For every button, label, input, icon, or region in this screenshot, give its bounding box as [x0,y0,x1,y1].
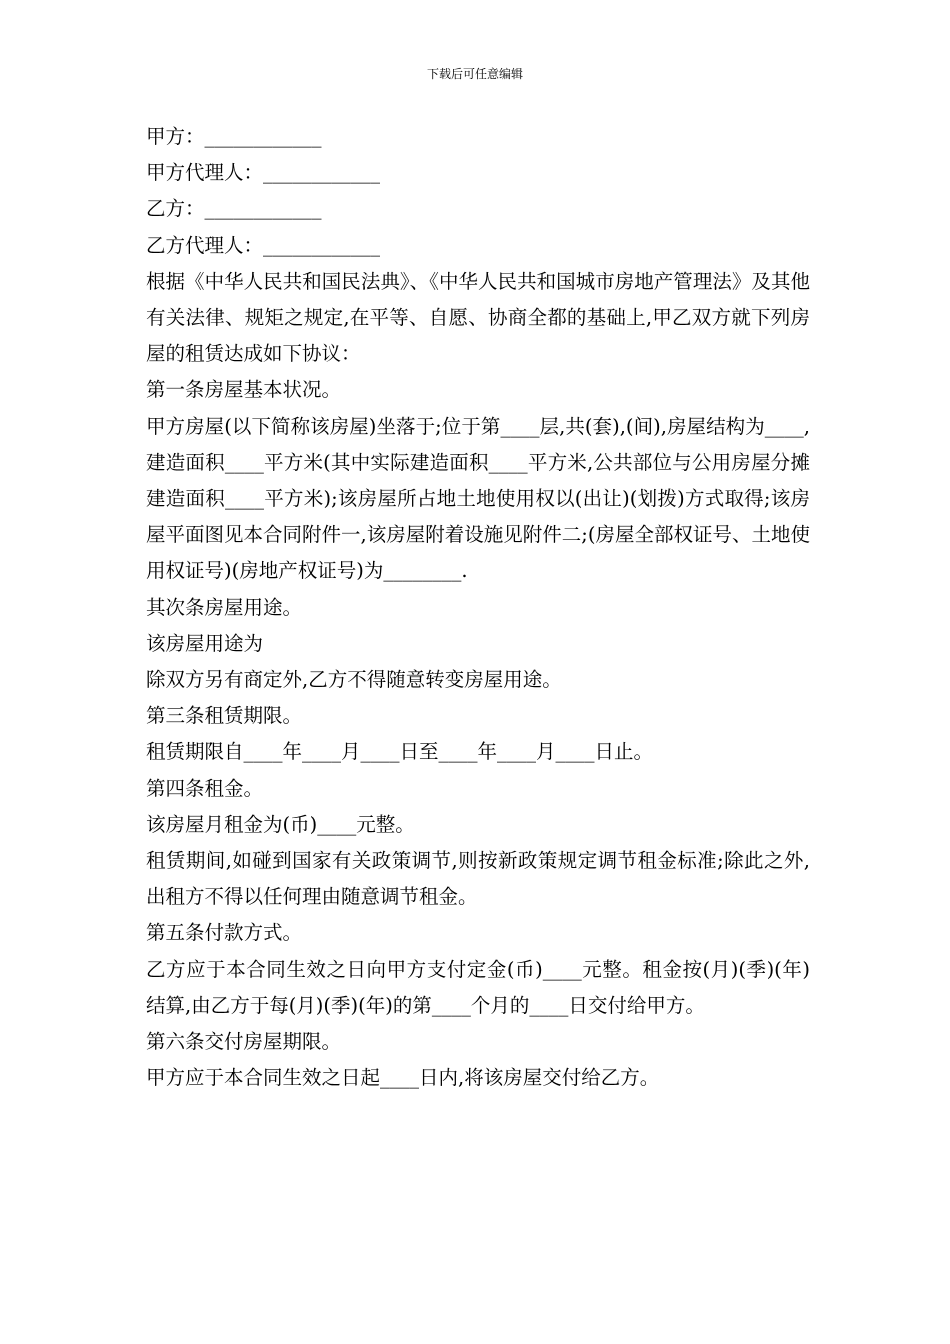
article-3-body: 租赁期限自____年____月____日至____年____月____日止。 [146,740,654,764]
intro-paragraph: 根据《中华人民共和国民法典》、《中华人民共和国城市房地产管理法》及其他有关法律、规矩之规定,在平等、自愿、协商全都的基础上,甲乙双方就下列房屋的租赁达成如下协议： [146,269,810,366]
article-6-body: 甲方应于本合同生效之日起____日内,将该房屋交付给乙方。 [146,1066,660,1090]
party-a-line: 甲方：____________ [146,125,322,148]
article-4-title: 第四条租金。 [146,776,264,800]
contract-body [146,119,810,1096]
page-header: 下载后可任意编辑 [426,67,523,81]
article-1-title: 第一条房屋基本状况。 [146,378,342,402]
article-5-title: 第五条付款方式。 [146,921,303,945]
article-1-body: 甲方房屋(以下简称该房屋)坐落于;位于第____层,共(套),(间),房屋结构为____,建造面积____平方米(其中实际建造面积____平方米,公共部位与公用房屋分摊建造面积____平方米);该房屋所占地土地使用权以(出让)(划拨)方式取得;该房屋平面图见本合同附件一,该房屋附着设施见附件二;(房屋全部权证号、土地使用权证号)(房地产权证号)为________. [146,414,810,583]
article-2-body-2: 除双方另有商定外,乙方不得随意转变房屋用途。 [146,668,562,692]
article-4-body-1: 该房屋月租金为(币)____元整。 [146,812,415,836]
party-b-agent-line: 乙方代理人：____________ [146,233,381,257]
article-2-body-1: 该房屋用途为 [146,631,264,655]
article-4-body-2: 租赁期间,如碰到国家有关政策调节,则按新政策规定调节租金标准;除此之外,出租方不得以任何理由随意调节租金。 [146,849,810,909]
article-2-title: 其次条房屋用途。 [146,595,303,619]
article-3-title: 第三条租赁期限。 [146,704,303,728]
article-5-body: 乙方应于本合同生效之日向甲方支付定金(币)____元整。租金按(月)(季)(年)结算,由乙方于每(月)(季)(年)的第____个月的____日交付给甲方。 [146,957,810,1017]
party-a-agent-line: 甲方代理人：____________ [146,161,381,185]
party-b-line: 乙方：____________ [146,197,322,221]
article-6-title: 第六条交付房屋期限。 [146,1030,342,1054]
